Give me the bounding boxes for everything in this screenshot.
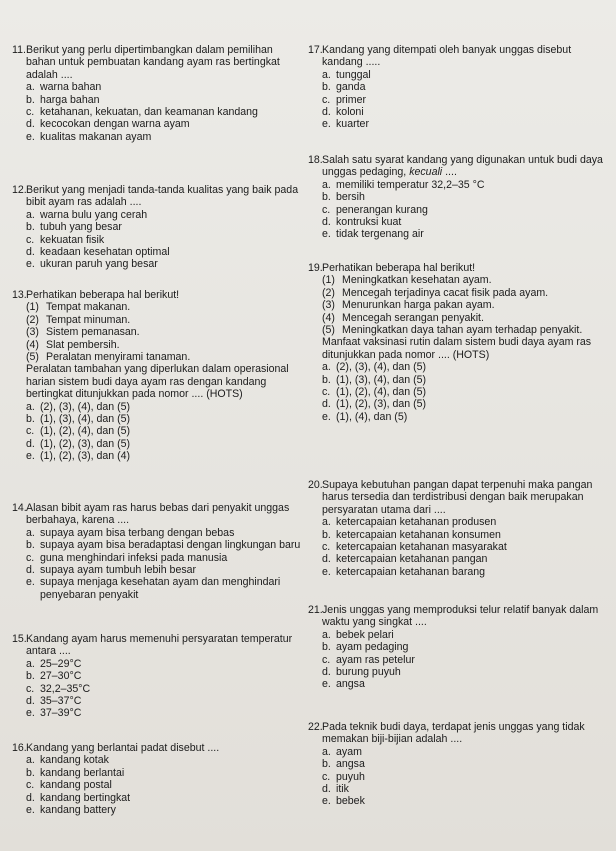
answer-option bbox=[12, 118, 302, 130]
option-text: bebek bbox=[336, 795, 365, 808]
option-letter: b. bbox=[26, 539, 35, 552]
answer-option bbox=[308, 191, 608, 203]
option-text: ganda bbox=[336, 81, 366, 94]
answer-option bbox=[308, 783, 608, 795]
option-letter: b. bbox=[322, 191, 331, 204]
option-letter: e. bbox=[322, 795, 331, 808]
question-21 bbox=[308, 604, 608, 691]
answer-option bbox=[12, 450, 302, 462]
question-body: Alasan bibit ayam ras harus bebas dari penyakit unggas berbahaya, karena .... bbox=[26, 502, 290, 527]
option-text: ukuran paruh yang besar bbox=[40, 258, 158, 271]
answer-option bbox=[308, 361, 608, 373]
statement-number: (2) bbox=[26, 313, 39, 326]
statement-item bbox=[308, 287, 608, 299]
question-19 bbox=[308, 262, 608, 423]
option-text: kandang berlantai bbox=[40, 766, 125, 779]
option-text: (1), (3), (4), dan (5) bbox=[40, 413, 131, 426]
option-letter: c. bbox=[26, 233, 35, 246]
option-letter: a. bbox=[26, 400, 35, 413]
option-text: ketahanan, kekuatan, dan keamanan kandang bbox=[40, 106, 258, 119]
option-letter: c. bbox=[26, 779, 35, 792]
statement-text: Menurunkan harga pakan ayam. bbox=[342, 299, 495, 312]
option-letter: a. bbox=[322, 628, 331, 641]
statement-item bbox=[308, 274, 608, 286]
answer-option bbox=[12, 767, 302, 779]
option-text: (2), (3), (4), dan (5) bbox=[336, 361, 427, 374]
question-22 bbox=[308, 721, 608, 808]
option-text: (1), (2), (4), dan (5) bbox=[336, 386, 427, 399]
answer-option bbox=[308, 629, 608, 641]
question-body: Pada teknik budi daya, terdapat jenis unggas yang tidak memakan biji-bijian adalah .... bbox=[322, 721, 585, 746]
question-number: 20. bbox=[308, 479, 323, 491]
option-text: angsa bbox=[336, 678, 365, 691]
option-text: ketercapaian ketahanan pangan bbox=[336, 553, 488, 566]
answer-option bbox=[12, 106, 302, 118]
option-letter: c. bbox=[322, 541, 331, 554]
option-letter: d. bbox=[322, 106, 331, 119]
statement-number: (4) bbox=[322, 311, 335, 324]
option-text: burung puyuh bbox=[336, 666, 401, 679]
question-text bbox=[12, 742, 302, 754]
question-body: Kandang yang ditempati oleh banyak unggas disebut kandang ..... bbox=[322, 44, 572, 69]
question-12 bbox=[12, 184, 302, 271]
question-11 bbox=[12, 44, 302, 143]
option-text: (1), (2), (3), dan (5) bbox=[336, 398, 427, 411]
answer-option bbox=[12, 413, 302, 425]
answer-option bbox=[12, 707, 302, 719]
option-letter: e. bbox=[322, 228, 331, 241]
option-letter: d. bbox=[26, 791, 35, 804]
answer-option bbox=[308, 541, 608, 553]
option-letter: e. bbox=[26, 804, 35, 817]
option-text: supaya menjaga kesehatan ayam dan menghindari penyebaran penyakit bbox=[40, 576, 281, 601]
statement-item bbox=[12, 301, 302, 313]
answer-option bbox=[12, 425, 302, 437]
question-prompt: Manfaat vaksinasi rutin dalam sistem budi daya ayam ras ditunjukkan pada nomor .... (HOTS) bbox=[322, 336, 592, 361]
option-letter: d. bbox=[322, 783, 331, 796]
question-text bbox=[308, 44, 608, 69]
question-text bbox=[12, 289, 302, 301]
statement-text: Tempat makanan. bbox=[46, 301, 131, 314]
option-letter: b. bbox=[322, 528, 331, 541]
option-text: puyuh bbox=[336, 770, 365, 783]
answer-option bbox=[308, 118, 608, 130]
statement-text: Slat pembersih. bbox=[46, 338, 120, 351]
option-letter: e. bbox=[322, 565, 331, 578]
option-letter: d. bbox=[26, 564, 35, 577]
option-text: warna bulu yang cerah bbox=[40, 208, 148, 221]
option-letter: b. bbox=[322, 81, 331, 94]
question-number: 12. bbox=[12, 184, 27, 196]
option-text: kontruksi kuat bbox=[336, 216, 402, 229]
answer-option bbox=[308, 758, 608, 770]
option-text: kandang bertingkat bbox=[40, 791, 131, 804]
option-letter: b. bbox=[26, 670, 35, 683]
option-letter: d. bbox=[26, 118, 35, 131]
option-letter: d. bbox=[26, 695, 35, 708]
answer-option bbox=[308, 94, 608, 106]
question-number: 15. bbox=[12, 633, 27, 645]
answer-option bbox=[12, 695, 302, 707]
question-20 bbox=[308, 479, 608, 578]
option-letter: e. bbox=[26, 130, 35, 143]
option-letter: d. bbox=[26, 437, 35, 450]
answer-option bbox=[12, 401, 302, 413]
option-text: kandang battery bbox=[40, 804, 116, 817]
answer-option bbox=[12, 804, 302, 816]
option-text: supaya ayam bisa terbang dengan bebas bbox=[40, 526, 235, 539]
answer-option bbox=[308, 81, 608, 93]
option-letter: a. bbox=[322, 178, 331, 191]
question-number: 18. bbox=[308, 154, 323, 166]
option-text: ayam ras petelur bbox=[336, 653, 415, 666]
option-letter: b. bbox=[322, 373, 331, 386]
question-number: 22. bbox=[308, 721, 323, 733]
option-letter: a. bbox=[322, 516, 331, 529]
question-14 bbox=[12, 502, 302, 601]
question-body: Kandang yang berlantai padat disebut .... bbox=[26, 742, 220, 754]
option-text: ketercapaian ketahanan produsen bbox=[336, 516, 497, 529]
question-number: 11. bbox=[12, 44, 26, 56]
option-letter: a. bbox=[322, 68, 331, 81]
question-number: 13. bbox=[12, 289, 27, 301]
statement-number: (1) bbox=[322, 274, 335, 287]
option-text: ayam pedaging bbox=[336, 641, 409, 654]
option-letter: d. bbox=[322, 216, 331, 229]
question-body: Salah satu syarat kandang yang digunakan untuk budi daya unggas pedaging, kecuali .... bbox=[322, 154, 603, 179]
statement-text: Mencegah terjadinya cacat fisik pada ayam. bbox=[342, 286, 549, 299]
question-body: Perhatikan beberapa hal berikut! bbox=[322, 262, 476, 274]
question-text bbox=[12, 633, 302, 658]
option-letter: e. bbox=[322, 678, 331, 691]
option-text: 27–30°C bbox=[40, 670, 82, 683]
option-text: kandang kotak bbox=[40, 754, 109, 767]
option-text: (1), (2), (4), dan (5) bbox=[40, 425, 131, 438]
option-text: 37–39°C bbox=[40, 707, 82, 720]
answer-option bbox=[308, 216, 608, 228]
option-text: primer bbox=[336, 93, 367, 106]
answer-option bbox=[308, 516, 608, 528]
question-prompt: Peralatan tambahan yang diperlukan dalam operasional harian sistem budi daya ayam ras dengan kandang bertingkat ditunjukkan pada nomor .... (HOTS) bbox=[26, 363, 289, 401]
option-text: koloni bbox=[336, 106, 364, 119]
option-text: guna menghindari infeksi pada manusia bbox=[40, 551, 228, 564]
option-text: 25–29°C bbox=[40, 657, 82, 670]
emphasis-kecuali: kecuali bbox=[409, 166, 443, 179]
statement-text: Mencegah serangan penyakit. bbox=[342, 311, 484, 324]
option-text: 35–37°C bbox=[40, 695, 82, 708]
statement-number: (5) bbox=[26, 351, 39, 364]
option-letter: d. bbox=[26, 246, 35, 259]
question-text bbox=[308, 604, 608, 629]
option-letter: a. bbox=[322, 361, 331, 374]
option-text: penerangan kurang bbox=[336, 203, 428, 216]
statement-item bbox=[308, 324, 608, 336]
option-letter: e. bbox=[26, 450, 35, 463]
option-text: kualitas makanan ayam bbox=[40, 130, 152, 143]
answer-option bbox=[308, 641, 608, 653]
option-text: bersih bbox=[336, 191, 365, 204]
statement-item bbox=[308, 312, 608, 324]
statement-text: Sistem pemanasan. bbox=[46, 326, 140, 339]
option-text: (2), (3), (4), dan (5) bbox=[40, 400, 131, 413]
option-text: keadaan kesehatan optimal bbox=[40, 246, 170, 259]
question-body: Kandang ayam harus memenuhi persyaratan temperatur antara .... bbox=[26, 633, 293, 658]
answer-option bbox=[308, 678, 608, 690]
option-text: (1), (2), (3), dan (4) bbox=[40, 450, 131, 463]
option-letter: b. bbox=[322, 641, 331, 654]
answer-option bbox=[308, 666, 608, 678]
option-letter: a. bbox=[26, 81, 35, 94]
option-text: harga bahan bbox=[40, 93, 100, 106]
option-letter: e. bbox=[322, 410, 331, 423]
answer-option bbox=[308, 771, 608, 783]
statement-number: (1) bbox=[26, 301, 39, 314]
statement-number: (4) bbox=[26, 338, 39, 351]
question-text bbox=[308, 479, 608, 516]
option-text: ketercapaian ketahanan konsumen bbox=[336, 528, 501, 541]
option-letter: c. bbox=[322, 653, 331, 666]
option-letter: c. bbox=[322, 770, 331, 783]
answer-option bbox=[308, 386, 608, 398]
answer-option bbox=[12, 81, 302, 93]
question-number: 17. bbox=[308, 44, 323, 56]
statement-item bbox=[12, 326, 302, 338]
option-letter: a. bbox=[26, 657, 35, 670]
option-text: ketercapaian ketahanan masyarakat bbox=[336, 541, 507, 554]
statement-text: Peralatan menyirami tanaman. bbox=[46, 351, 191, 364]
option-letter: d. bbox=[322, 666, 331, 679]
question-body: Berikut yang menjadi tanda-tanda kualitas yang baik pada bibit ayam ras adalah .... bbox=[26, 184, 299, 209]
option-text: ayam bbox=[336, 745, 362, 758]
answer-option bbox=[308, 228, 608, 240]
statement-number: (3) bbox=[322, 299, 335, 312]
statement-text: Meningkatkan daya tahan ayam terhadap penyakit. bbox=[342, 324, 583, 337]
question-number: 16. bbox=[12, 742, 27, 754]
answer-option bbox=[308, 69, 608, 81]
question-text bbox=[308, 721, 608, 746]
statement-item bbox=[12, 314, 302, 326]
answer-option bbox=[308, 398, 608, 410]
answer-option bbox=[12, 438, 302, 450]
option-letter: c. bbox=[322, 203, 331, 216]
answer-option bbox=[12, 576, 302, 601]
option-text: warna bahan bbox=[40, 81, 102, 94]
answer-option bbox=[12, 209, 302, 221]
answer-option bbox=[12, 792, 302, 804]
question-number: 21. bbox=[308, 604, 323, 616]
option-text: tunggal bbox=[336, 68, 371, 81]
option-text: kecocokan dengan warna ayam bbox=[40, 118, 190, 131]
answer-option bbox=[12, 754, 302, 766]
option-text: kuarter bbox=[336, 118, 369, 131]
question-15 bbox=[12, 633, 302, 720]
statement-text: Meningkatkan kesehatan ayam. bbox=[342, 274, 492, 287]
option-text: itik bbox=[336, 783, 349, 796]
answer-option bbox=[12, 527, 302, 539]
statement-item bbox=[12, 351, 302, 363]
option-letter: e. bbox=[26, 707, 35, 720]
answer-option bbox=[12, 258, 302, 270]
answer-option bbox=[12, 94, 302, 106]
answer-option bbox=[12, 234, 302, 246]
option-letter: e. bbox=[322, 118, 331, 131]
answer-option bbox=[308, 204, 608, 216]
answer-option bbox=[12, 221, 302, 233]
answer-option bbox=[308, 411, 608, 423]
statement-number: (5) bbox=[322, 324, 335, 337]
answer-option bbox=[12, 246, 302, 258]
answer-option bbox=[12, 658, 302, 670]
option-letter: a. bbox=[26, 754, 35, 767]
option-text: 32,2–35°C bbox=[40, 682, 91, 695]
option-text: memiliki temperatur 32,2–35 °C bbox=[336, 178, 485, 191]
option-letter: c. bbox=[322, 93, 331, 106]
question-text bbox=[308, 262, 608, 274]
question-text bbox=[308, 154, 608, 179]
option-letter: b. bbox=[322, 758, 331, 771]
option-text: supaya ayam tumbuh lebih besar bbox=[40, 564, 197, 577]
option-letter: a. bbox=[26, 526, 35, 539]
answer-option bbox=[12, 131, 302, 143]
option-text: supaya ayam bisa beradaptasi dengan lingkungan baru bbox=[40, 539, 301, 552]
question-text bbox=[12, 502, 302, 527]
option-letter: a. bbox=[26, 208, 35, 221]
option-text: tidak tergenang air bbox=[336, 228, 424, 241]
option-letter: c. bbox=[322, 386, 331, 399]
option-letter: c. bbox=[26, 551, 35, 564]
question-body: Jenis unggas yang memproduksi telur relatif banyak dalam waktu yang singkat .... bbox=[322, 604, 599, 629]
answer-option bbox=[308, 179, 608, 191]
option-letter: e. bbox=[26, 576, 35, 589]
question-18 bbox=[308, 154, 608, 241]
question-body: Perhatikan beberapa hal berikut! bbox=[26, 289, 180, 301]
answer-option bbox=[308, 553, 608, 565]
answer-option bbox=[12, 779, 302, 791]
question-text bbox=[12, 184, 302, 209]
option-text: kekuatan fisik bbox=[40, 233, 105, 246]
statement-item bbox=[12, 339, 302, 351]
answer-option bbox=[12, 670, 302, 682]
question-16 bbox=[12, 742, 302, 816]
option-letter: e. bbox=[26, 258, 35, 271]
answer-option bbox=[12, 564, 302, 576]
answer-option bbox=[308, 654, 608, 666]
option-text: ketercapaian ketahanan barang bbox=[336, 565, 486, 578]
option-text: tubuh yang besar bbox=[40, 221, 122, 234]
option-text: kandang postal bbox=[40, 779, 112, 792]
question-13 bbox=[12, 289, 302, 463]
statement-item bbox=[308, 299, 608, 311]
question-text bbox=[12, 44, 302, 81]
option-letter: b. bbox=[26, 93, 35, 106]
option-letter: c. bbox=[26, 425, 35, 438]
question-number: 19. bbox=[308, 262, 323, 274]
option-letter: b. bbox=[26, 221, 35, 234]
option-letter: c. bbox=[26, 106, 35, 119]
question-17 bbox=[308, 44, 608, 131]
question-body: Supaya kebutuhan pangan dapat terpenuhi maka pangan harus tersedia dan terdistribusi dengan baik merupakan persyaratan utama dari .... bbox=[322, 479, 593, 516]
answer-option bbox=[12, 683, 302, 695]
answer-option bbox=[12, 539, 302, 551]
answer-option bbox=[308, 529, 608, 541]
option-text: bebek pelari bbox=[336, 628, 394, 641]
question-number: 14. bbox=[12, 502, 27, 514]
answer-option bbox=[12, 552, 302, 564]
option-letter: c. bbox=[26, 682, 35, 695]
option-text: (1), (3), (4), dan (5) bbox=[336, 373, 427, 386]
statement-text: Tempat minuman. bbox=[46, 313, 131, 326]
option-letter: b. bbox=[26, 413, 35, 426]
answer-option bbox=[308, 106, 608, 118]
question-body: Berikut yang perlu dipertimbangkan dalam pemilihan bahan untuk pembuatan kandang ayam ras bertingkat adalah .... bbox=[26, 44, 280, 81]
option-letter: a. bbox=[322, 745, 331, 758]
option-letter: d. bbox=[322, 553, 331, 566]
answer-option bbox=[308, 795, 608, 807]
answer-option bbox=[308, 746, 608, 758]
answer-option bbox=[308, 566, 608, 578]
answer-option bbox=[308, 374, 608, 386]
statement-number: (3) bbox=[26, 326, 39, 339]
option-text: angsa bbox=[336, 758, 365, 771]
statement-number: (2) bbox=[322, 286, 335, 299]
option-letter: b. bbox=[26, 766, 35, 779]
option-text: (1), (2), (3), dan (5) bbox=[40, 437, 131, 450]
option-letter: d. bbox=[322, 398, 331, 411]
option-text: (1), (4), dan (5) bbox=[336, 410, 408, 423]
